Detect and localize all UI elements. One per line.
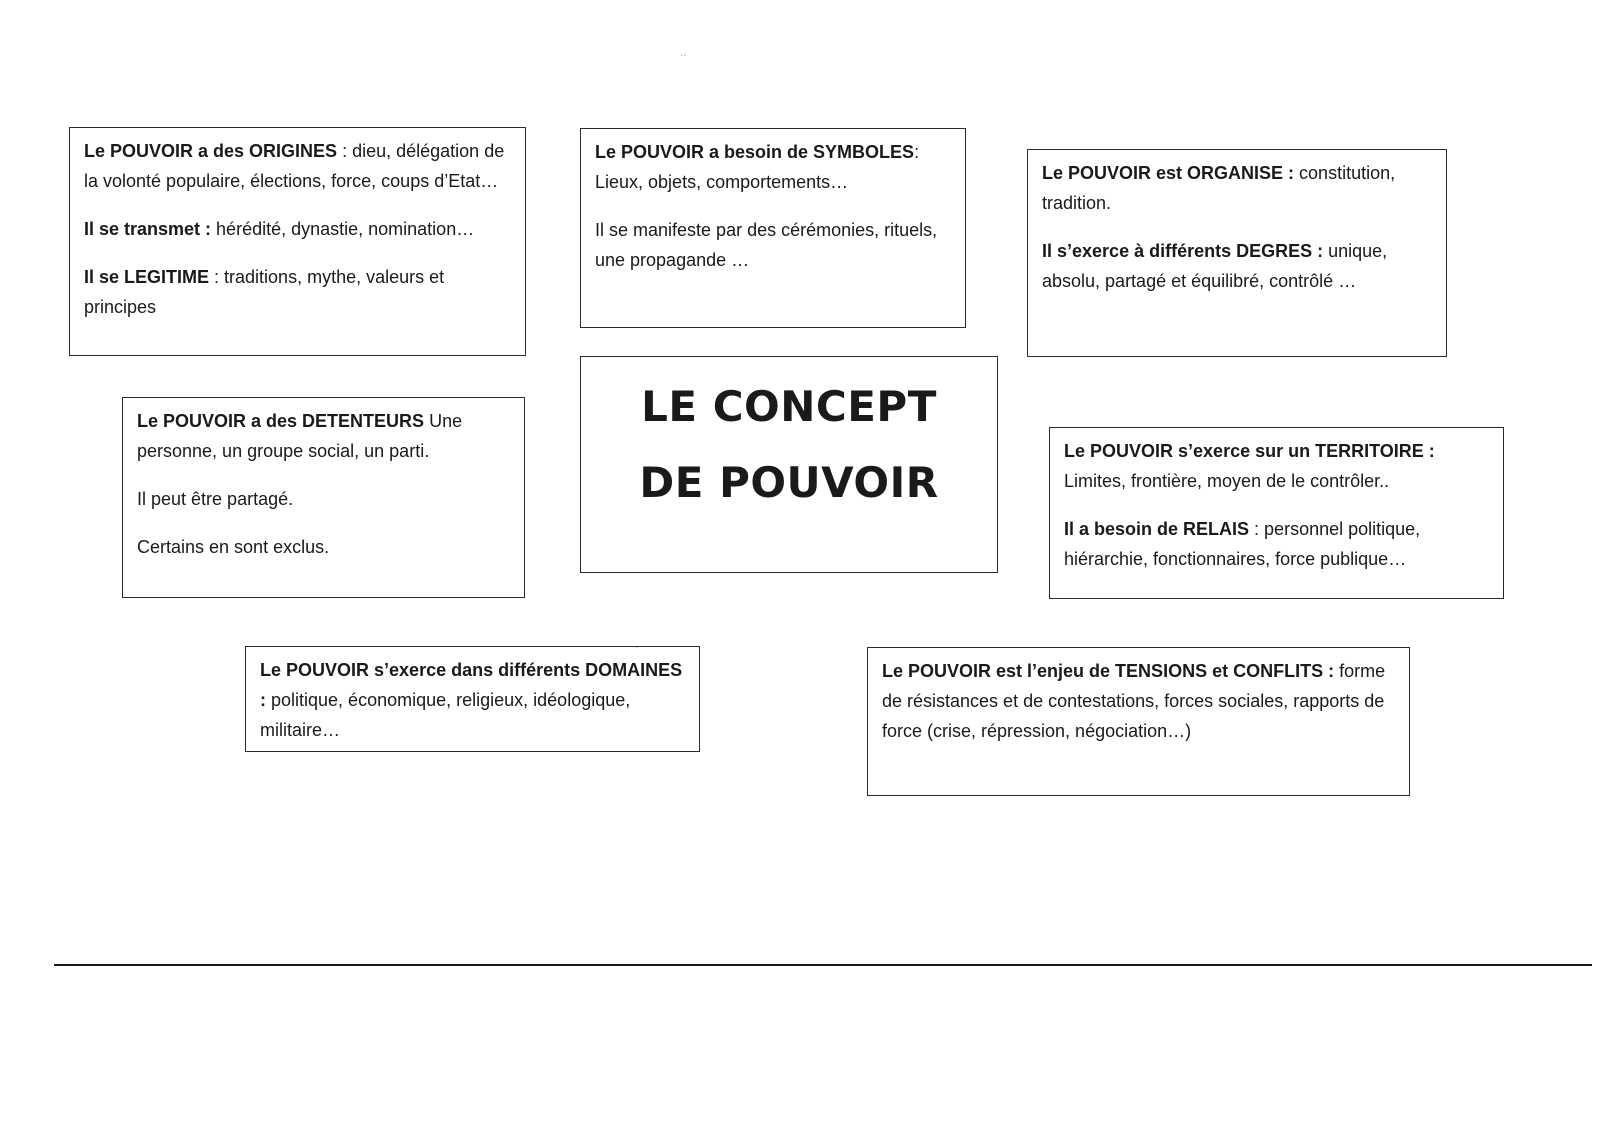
box-domaines bbox=[245, 646, 700, 752]
domaines-heading: Le POUVOIR s’exerce dans différents DOMAINES : bbox=[260, 660, 683, 710]
domaines-text: politique, économique, religieux, idéologique, militaire… bbox=[260, 690, 631, 740]
symboles-heading: Le POUVOIR a besoin de SYMBOLES bbox=[595, 142, 915, 162]
box-tensions bbox=[867, 647, 1410, 796]
box-origines bbox=[69, 127, 526, 356]
central-concept-box bbox=[580, 356, 998, 573]
scan-speck-middle: · bbox=[635, 642, 639, 653]
box-detenteurs bbox=[122, 397, 525, 598]
central-concept-title: LE CONCEPT DE POUVOIR bbox=[639, 382, 939, 507]
detenteurs-text: Une personne, un groupe social, un parti. bbox=[137, 411, 463, 461]
detenteurs-paragraph-1 bbox=[137, 406, 510, 466]
origines-paragraph-3 bbox=[84, 262, 511, 322]
detenteurs-paragraph-3 bbox=[137, 532, 510, 562]
tensions-text: forme de résistances et de contestations, forces sociales, rapports de force (crise, répression, négociation…) bbox=[882, 661, 1386, 741]
tensions-heading: Le POUVOIR est l’enjeu de TENSIONS et CONFLITS : bbox=[882, 661, 1335, 681]
organise-paragraph-2 bbox=[1042, 236, 1432, 296]
organise-heading: Le POUVOIR est ORGANISE : bbox=[1042, 163, 1295, 183]
symboles-text: : Lieux, objets, comportements… bbox=[595, 142, 920, 192]
origines-paragraph-1 bbox=[84, 136, 511, 196]
transmet-heading: Il se transmet : bbox=[84, 219, 212, 239]
territoire-text: Limites, frontière, moyen de le contrôler.. bbox=[1064, 471, 1390, 491]
bottom-divider-line bbox=[54, 964, 1592, 966]
territoire-heading: Le POUVOIR s’exerce sur un TERRITOIRE : bbox=[1064, 441, 1435, 461]
organise-text: constitution, tradition. bbox=[1042, 163, 1396, 213]
detenteurs-heading: Le POUVOIR a des DETENTEURS bbox=[137, 411, 425, 431]
symboles-paragraph-1 bbox=[595, 137, 951, 197]
legitime-heading: Il se LEGITIME bbox=[84, 267, 210, 287]
legitime-text: : traditions, mythe, valeurs et principes bbox=[84, 267, 445, 317]
degres-text: unique, absolu, partagé et équilibré, contrôlé … bbox=[1042, 241, 1388, 291]
box-symboles bbox=[580, 128, 966, 328]
symboles-paragraph-2 bbox=[595, 215, 951, 275]
organise-paragraph-1 bbox=[1042, 158, 1432, 218]
origines-paragraph-2 bbox=[84, 214, 511, 244]
origines-heading: Le POUVOIR a des ORIGINES bbox=[84, 141, 338, 161]
territoire-paragraph-2 bbox=[1064, 514, 1489, 574]
tensions-paragraph-1 bbox=[882, 656, 1395, 746]
detenteurs-paragraph-2 bbox=[137, 484, 510, 514]
territoire-paragraph-1 bbox=[1064, 436, 1489, 496]
box-organise bbox=[1027, 149, 1447, 357]
relais-heading: Il a besoin de RELAIS bbox=[1064, 519, 1250, 539]
detenteurs-text-3: Certains en sont exclus. bbox=[137, 537, 330, 557]
box-territoire bbox=[1049, 427, 1504, 599]
transmet-text: hérédité, dynastie, nomination… bbox=[211, 219, 475, 239]
degres-heading: Il s’exerce à différents DEGRES : bbox=[1042, 241, 1324, 261]
scan-speck-top: ·· bbox=[680, 50, 687, 61]
relais-text: : personnel politique, hiérarchie, fonctionnaires, force publique… bbox=[1064, 519, 1421, 569]
detenteurs-text-2: Il peut être partagé. bbox=[137, 489, 294, 509]
symboles-text-2: Il se manifeste par des cérémonies, rituels, une propagande … bbox=[595, 220, 938, 270]
origines-text: : dieu, délégation de la volonté populaire, élections, force, coups d’Etat… bbox=[84, 141, 505, 191]
domaines-paragraph-1 bbox=[260, 655, 685, 745]
